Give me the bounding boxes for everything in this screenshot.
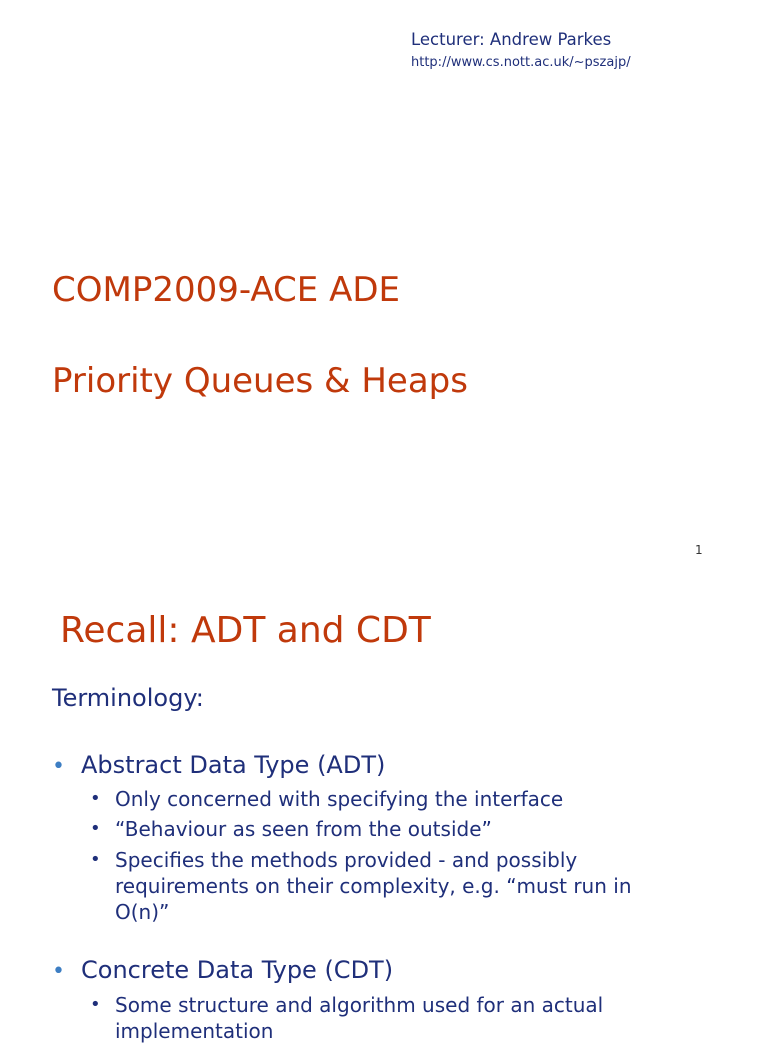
terminology-label: Terminology: — [52, 684, 204, 712]
cdt-point-1: Some structure and algorithm used for an actual implementation — [115, 993, 604, 1043]
sub-bullet-dot-icon: • — [90, 788, 101, 809]
adt-point-1: Only concerned with specifying the interface — [115, 787, 564, 811]
lecturer-name: Lecturer: Andrew Parkes — [411, 30, 612, 49]
sub-bullet — [90, 786, 690, 812]
adt-point-2: “Behaviour as seen from the outside” — [115, 817, 492, 841]
bullet-dot-icon: • — [52, 959, 65, 984]
lecturer-url[interactable]: http://www.cs.nott.ac.uk/~pszajp/ — [411, 55, 631, 70]
bullet-dot-icon: • — [52, 754, 65, 779]
sub-bullet — [90, 847, 675, 925]
cdt-heading: Concrete Data Type (CDT) — [81, 956, 394, 984]
adt-point-3: Specifies the methods provided - and possibly requirements on their complexity, e.g. “must run in O(n)” — [115, 848, 632, 924]
course-title: COMP2009-ACE ADE — [52, 270, 401, 310]
lecture-topic: Priority Queues & Heaps — [52, 361, 468, 401]
sub-bullet — [90, 992, 690, 1044]
sub-bullet-dot-icon: • — [90, 818, 101, 839]
page-number: 1 — [695, 543, 703, 557]
sub-bullet-dot-icon: • — [90, 994, 101, 1015]
slide-title: Recall: ADT and CDT — [60, 610, 431, 651]
sub-bullet-dot-icon: • — [90, 849, 101, 870]
bullet-adt — [52, 751, 385, 779]
adt-heading: Abstract Data Type (ADT) — [81, 751, 386, 779]
sub-bullet — [90, 816, 690, 842]
bullet-cdt — [52, 956, 393, 984]
